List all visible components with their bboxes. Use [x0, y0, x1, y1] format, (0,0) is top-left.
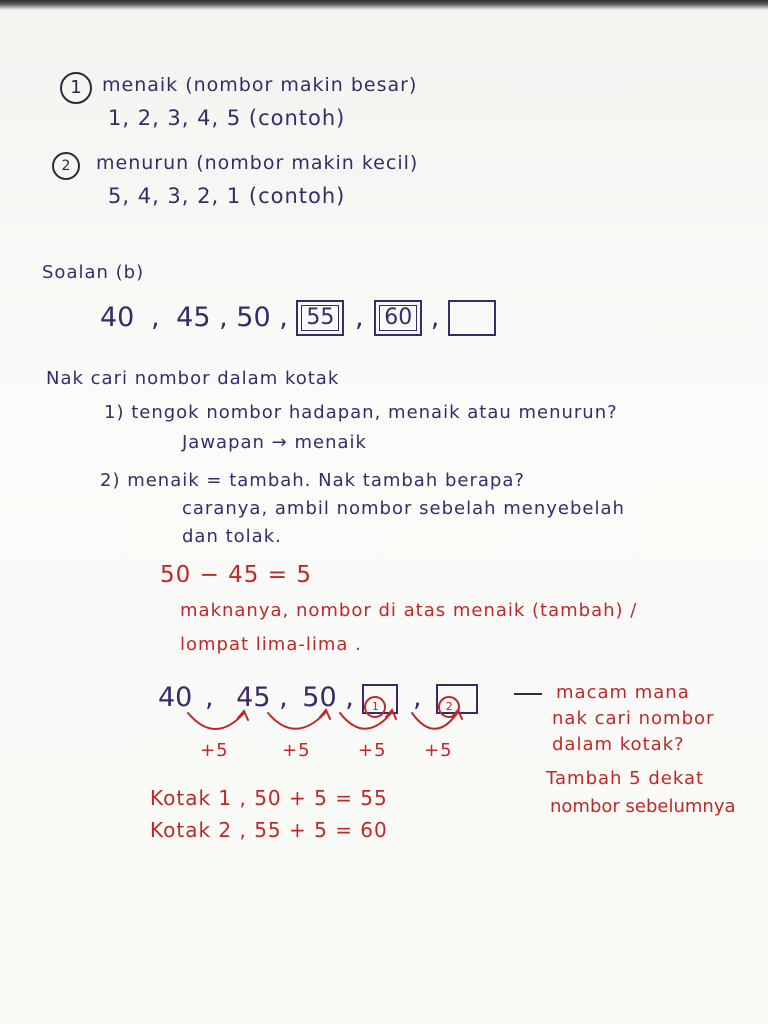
sequence-value-2: 45 [176, 301, 211, 333]
meaning-line-1: maknanya, nombor di atas menaik (tambah) / [180, 600, 638, 621]
sequence2-value-1: 40 [158, 682, 193, 713]
side-note-line-5: nombor sebelumnya [550, 796, 736, 817]
step-2-line-2: caranya, ambil nombor sebelah menyebelah [182, 498, 625, 519]
step-1-answer: Jawapan → menaik [182, 432, 367, 453]
number-sequence: 40 , 45 , 50 , 55 , 60 , [100, 300, 496, 336]
sequence2-value-2: 45 [236, 682, 271, 713]
box-1-label: 1 [364, 696, 386, 718]
side-note-line-1: macam mana [556, 682, 690, 703]
meaning-line-2: lompat lima-lima . [180, 634, 362, 655]
sequence-value-3: 50 [236, 301, 271, 333]
box-2-label: 2 [438, 696, 460, 718]
item-2-title: menurun (nombor makin kecil) [96, 152, 419, 174]
item-2-circle-number: 2 [52, 152, 80, 180]
find-heading: Nak cari nombor dalam kotak [46, 368, 340, 389]
question-label: Soalan (b) [42, 262, 145, 283]
answer-box-1: 55 [296, 300, 344, 336]
item-1-circle-number: 1 [60, 72, 92, 104]
answer-kotak-2: Kotak 2 , 55 + 5 = 60 [150, 818, 388, 842]
jump-label-1: +5 [200, 740, 229, 761]
side-note-dash [514, 693, 542, 695]
number-sequence-2: 40 , 45 , 50 , 1 , 2 [158, 682, 478, 714]
side-note-line-4: Tambah 5 dekat [546, 768, 705, 789]
jump-arrow-3 [340, 712, 392, 729]
jump-arrow-4 [412, 712, 458, 729]
sequence2-value-3: 50 [302, 682, 337, 713]
jump-label-3: +5 [358, 740, 387, 761]
subtraction-calc: 50 − 45 = 5 [160, 562, 312, 588]
step-2-line-3: dan tolak. [182, 526, 282, 547]
answer-kotak-1: Kotak 1 , 50 + 5 = 55 [150, 786, 388, 810]
jump-label-4: +5 [424, 740, 453, 761]
side-note-line-2: nak cari nombor [552, 708, 715, 729]
step-2-line-1: 2) menaik = tambah. Nak tambah berapa? [100, 470, 525, 491]
item-1-example: 1, 2, 3, 4, 5 (contoh) [108, 106, 346, 130]
answer-box-2: 60 [374, 300, 422, 336]
jump-arrow-2 [268, 712, 326, 729]
sequence-value-1: 40 [100, 301, 135, 333]
side-note-line-3: dalam kotak? [552, 734, 685, 755]
item-2-example: 5, 4, 3, 2, 1 (contoh) [108, 184, 346, 208]
jump-label-2: +5 [282, 740, 311, 761]
item-1-title: menaik (nombor makin besar) [102, 74, 418, 96]
step-1-text: 1) tengok nombor hadapan, menaik atau menurun? [104, 402, 618, 423]
jump-arrow-1 [188, 713, 244, 729]
